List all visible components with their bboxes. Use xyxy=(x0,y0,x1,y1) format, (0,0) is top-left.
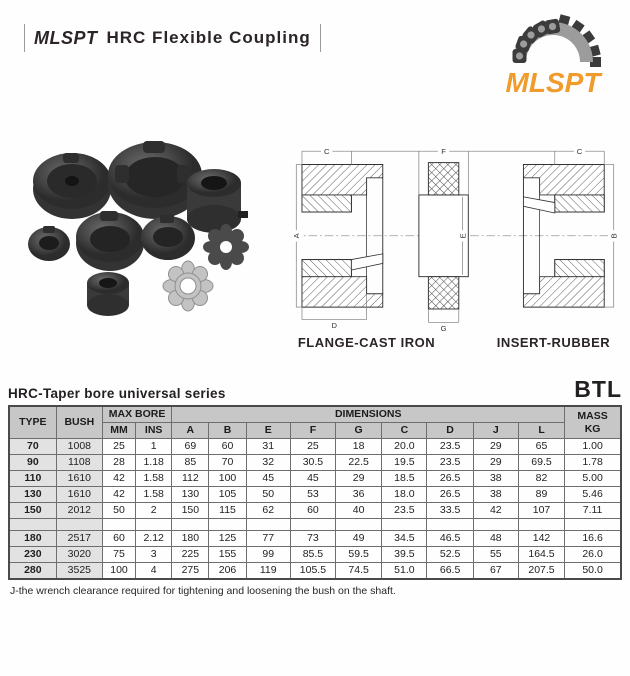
coupling-flange-photo xyxy=(76,211,144,271)
cell-value: 5.46 xyxy=(565,487,621,503)
cell-bush: 3020 xyxy=(56,547,102,563)
cell-type: 150 xyxy=(9,503,56,519)
cell-type: 130 xyxy=(9,487,56,503)
cell-value: 107 xyxy=(518,503,564,519)
cell-value: 25 xyxy=(290,439,335,455)
cell-value: 5.00 xyxy=(565,471,621,487)
logo-wordmark: MLSPT xyxy=(505,67,601,98)
table-row xyxy=(9,487,621,503)
caption-flange: FLANGE-CAST IRON xyxy=(297,335,436,350)
col-header-dim-l: L xyxy=(518,423,564,439)
cell-value: 73 xyxy=(290,531,335,547)
cell-bush: 2012 xyxy=(56,503,102,519)
cell-value: 25 xyxy=(102,439,135,455)
cell-value: 53 xyxy=(290,487,335,503)
cell-value: 18 xyxy=(336,439,382,455)
cell-value: 70 xyxy=(209,455,246,471)
cell-bush: 1610 xyxy=(56,487,102,503)
cell-value: 99 xyxy=(246,547,290,563)
cell-bush: 3525 xyxy=(56,563,102,580)
cell-value: 69.5 xyxy=(518,455,564,471)
taper-bush-photo xyxy=(187,169,248,233)
cell-value: 115 xyxy=(209,503,246,519)
cell-value: 65 xyxy=(518,439,564,455)
cell-type: 280 xyxy=(9,563,56,580)
footnote: J-the wrench clearance required for tightening and loosening the bush on the shaft. xyxy=(10,585,396,597)
cell-value: 77 xyxy=(246,531,290,547)
cell-value: 225 xyxy=(172,547,209,563)
cell-value: 23.5 xyxy=(427,439,473,455)
series-code: BTL xyxy=(574,376,622,402)
spider-insert-photo xyxy=(163,261,213,311)
cell-value: 85.5 xyxy=(290,547,335,563)
page-header xyxy=(24,24,321,52)
coupling-flange-photo xyxy=(28,226,70,261)
cell-type: 230 xyxy=(9,547,56,563)
cell-value: 26.5 xyxy=(427,471,473,487)
cell-value: 28 xyxy=(102,455,135,471)
cell-value: 1.18 xyxy=(136,455,172,471)
cell-value: 23.5 xyxy=(427,455,473,471)
cell-value: 40 xyxy=(336,503,382,519)
coupling-hub-photo xyxy=(87,272,129,316)
cell-value: 206 xyxy=(209,563,246,580)
cell-value: 50.0 xyxy=(565,563,621,580)
col-header-mass: MASS KG xyxy=(565,406,621,439)
cell-value: 62 xyxy=(246,503,290,519)
cell-value: 105 xyxy=(209,487,246,503)
cell-value: 50 xyxy=(246,487,290,503)
dim-label-c2: C xyxy=(576,147,583,157)
cell-value: 18.0 xyxy=(382,487,427,503)
cell-type: 70 xyxy=(9,439,56,455)
dim-label-e: E xyxy=(458,233,468,239)
col-header-dimensions: DIMENSIONS xyxy=(172,406,565,423)
col-header-bush: BUSH xyxy=(56,406,102,439)
cell-value: 48 xyxy=(473,531,518,547)
cell-value: 36 xyxy=(336,487,382,503)
cell-value: 2.12 xyxy=(136,531,172,547)
cell-value: 38 xyxy=(473,487,518,503)
cell-bush: 2517 xyxy=(56,531,102,547)
cell-type: 180 xyxy=(9,531,56,547)
col-header-dim-j: J xyxy=(473,423,518,439)
cell-value: 18.5 xyxy=(382,471,427,487)
cell-value: 19.5 xyxy=(382,455,427,471)
table-row xyxy=(9,563,621,580)
cell-type: 90 xyxy=(9,455,56,471)
cell-value: 29 xyxy=(473,439,518,455)
cell-value: 1.58 xyxy=(136,471,172,487)
cell-value: 50 xyxy=(102,503,135,519)
cell-value: 42 xyxy=(102,487,135,503)
cell-value: 23.5 xyxy=(382,503,427,519)
cell-value: 60 xyxy=(290,503,335,519)
product-photo xyxy=(25,131,275,326)
cell-value: 1.58 xyxy=(136,487,172,503)
cell-value: 82 xyxy=(518,471,564,487)
cell-value: 26.5 xyxy=(427,487,473,503)
cell-value: 20.0 xyxy=(382,439,427,455)
cell-value: 34.5 xyxy=(382,531,427,547)
col-header-max-bore: MAX BORE xyxy=(102,406,171,423)
cell-bush: 1008 xyxy=(56,439,102,455)
cell-value: 31 xyxy=(246,439,290,455)
cell-value: 155 xyxy=(209,547,246,563)
cell-value: 66.5 xyxy=(427,563,473,580)
col-header-dim-e: E xyxy=(246,423,290,439)
table-row xyxy=(9,531,621,547)
table-row xyxy=(9,547,621,563)
section-heading xyxy=(8,378,622,401)
dim-label-b: B xyxy=(609,233,619,239)
cell-value: 39.5 xyxy=(382,547,427,563)
coupling-flange-photo xyxy=(141,215,195,260)
cell-value: 180 xyxy=(172,531,209,547)
caption-insert: INSERT-RUBBER xyxy=(496,335,611,350)
col-header-dim-g: G xyxy=(336,423,382,439)
col-header-mm: MM xyxy=(102,423,135,439)
cell-value: 207.5 xyxy=(518,563,564,580)
cell-value: 275 xyxy=(172,563,209,580)
col-header-type: TYPE xyxy=(9,406,56,439)
dim-label-f: F xyxy=(441,147,446,157)
coupling-flange-photo xyxy=(33,153,111,219)
col-header-dim-d: D xyxy=(427,423,473,439)
dim-label-g: G xyxy=(440,323,447,333)
table-row xyxy=(9,503,621,519)
cell-value: 42 xyxy=(473,503,518,519)
cell-value: 142 xyxy=(518,531,564,547)
cell-value: 55 xyxy=(473,547,518,563)
cell-value: 46.5 xyxy=(427,531,473,547)
spec-table xyxy=(8,405,622,580)
cell-value: 85 xyxy=(172,455,209,471)
cell-value: 26.0 xyxy=(565,547,621,563)
cell-value: 105.5 xyxy=(290,563,335,580)
cell-value: 130 xyxy=(172,487,209,503)
col-header-dim-a: A xyxy=(172,423,209,439)
cell-value: 150 xyxy=(172,503,209,519)
col-header-ins: INS xyxy=(136,423,172,439)
cell-value: 51.0 xyxy=(382,563,427,580)
brand-name: MLSPT xyxy=(34,27,98,48)
cross-section-drawing xyxy=(282,136,628,333)
cell-value: 33.5 xyxy=(427,503,473,519)
cell-value: 16.6 xyxy=(565,531,621,547)
cell-value: 45 xyxy=(290,471,335,487)
cell-type: 110 xyxy=(9,471,56,487)
cell-value: 32 xyxy=(246,455,290,471)
cell-value: 89 xyxy=(518,487,564,503)
cell-value: 1.78 xyxy=(565,455,621,471)
cell-value: 60 xyxy=(209,439,246,455)
cell-value: 1.00 xyxy=(565,439,621,455)
col-header-dim-b: B xyxy=(209,423,246,439)
table-row xyxy=(9,455,621,471)
table-row xyxy=(9,439,621,455)
divider-bar-right xyxy=(320,24,321,52)
cell-value: 38 xyxy=(473,471,518,487)
cell-value: 75 xyxy=(102,547,135,563)
cell-value: 69 xyxy=(172,439,209,455)
cell-value: 4 xyxy=(136,563,172,580)
separator-row xyxy=(9,519,621,531)
cell-value: 42 xyxy=(102,471,135,487)
table-row xyxy=(9,471,621,487)
cell-value: 164.5 xyxy=(518,547,564,563)
cell-value: 29 xyxy=(336,471,382,487)
dim-label-a: A xyxy=(292,233,302,239)
cell-value: 30.5 xyxy=(290,455,335,471)
cell-value: 1 xyxy=(136,439,172,455)
cell-value: 100 xyxy=(209,471,246,487)
cell-value: 2 xyxy=(136,503,172,519)
cell-value: 45 xyxy=(246,471,290,487)
cell-value: 59.5 xyxy=(336,547,382,563)
dim-label-d: D xyxy=(331,321,338,330)
cell-bush: 1108 xyxy=(56,455,102,471)
cell-value: 74.5 xyxy=(336,563,382,580)
cell-value: 67 xyxy=(473,563,518,580)
cell-value: 3 xyxy=(136,547,172,563)
divider-bar-left xyxy=(24,24,25,52)
cell-value: 125 xyxy=(209,531,246,547)
brand-logo-gear-icon xyxy=(488,10,618,98)
col-header-dim-f: F xyxy=(290,423,335,439)
chain-icon xyxy=(513,18,561,63)
section-title: HRC-Taper bore universal series xyxy=(8,386,226,401)
cell-value: 22.5 xyxy=(336,455,382,471)
cell-bush: 1610 xyxy=(56,471,102,487)
cell-value: 7.11 xyxy=(565,503,621,519)
dim-label-c1: C xyxy=(323,147,330,157)
cell-value: 119 xyxy=(246,563,290,580)
cell-value: 112 xyxy=(172,471,209,487)
cell-value: 60 xyxy=(102,531,135,547)
cell-value: 100 xyxy=(102,563,135,580)
cell-value: 29 xyxy=(473,455,518,471)
cell-value: 49 xyxy=(336,531,382,547)
cell-value: 52.5 xyxy=(427,547,473,563)
page-title: HRC Flexible Coupling xyxy=(106,28,311,47)
technical-drawings xyxy=(282,136,628,350)
col-header-dim-c: C xyxy=(382,423,427,439)
